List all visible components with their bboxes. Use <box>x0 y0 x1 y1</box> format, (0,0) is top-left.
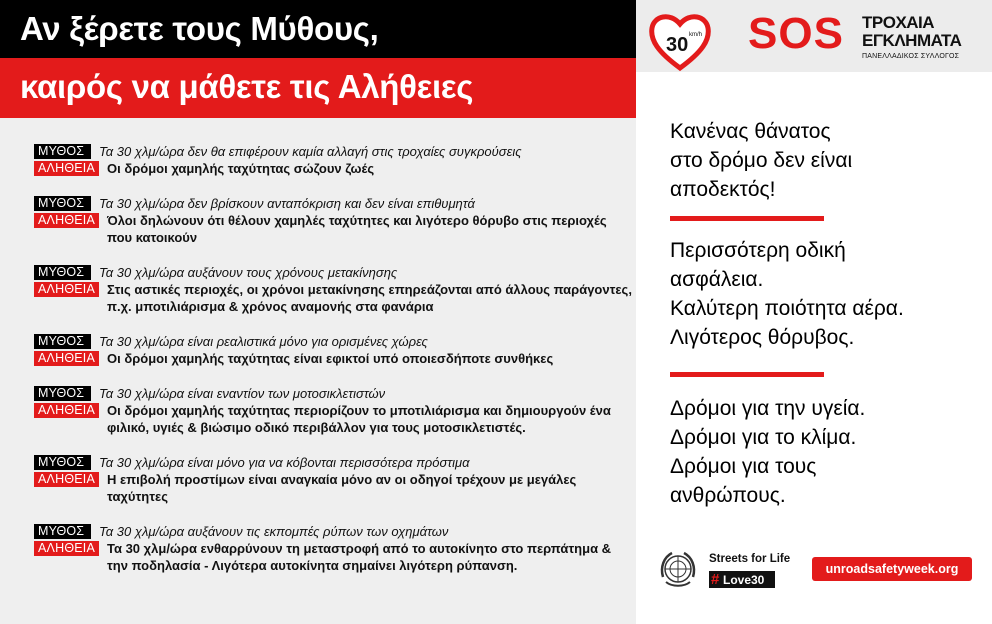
myth-truth-entry <box>34 333 634 367</box>
myth-label: ΜΥΘΟΣ <box>34 386 91 401</box>
org-name-line-1: ΤΡΟΧΑΙΑ <box>862 13 935 32</box>
myth-truth-entry <box>34 454 634 505</box>
myth-label: ΜΥΘΟΣ <box>34 144 91 159</box>
truth-row <box>34 540 634 574</box>
myth-label: ΜΥΘΟΣ <box>34 265 91 280</box>
truth-text: Στις αστικές περιοχές, οι χρόνοι μετακίνησης επηρεάζονται από άλλους παράγοντες, π.χ. μποτιλιάρισμα & χρόνος αναμονής στα φανάρια <box>107 282 632 314</box>
myth-truth-entry <box>34 143 634 177</box>
myth-row <box>34 143 634 160</box>
myth-truth-entry <box>34 264 634 315</box>
speed-limit-unit: km/h <box>689 32 703 38</box>
myth-row <box>34 264 634 281</box>
truth-label: ΑΛΗΘΕΙΑ <box>34 351 99 366</box>
hashtag-symbol: # <box>711 571 720 588</box>
website-link[interactable]: unroadsafetyweek.org <box>812 557 972 581</box>
truth-row <box>34 212 634 246</box>
truth-row <box>34 281 634 315</box>
truth-label: ΑΛΗΘΕΙΑ <box>34 213 99 228</box>
myth-text: Τα 30 χλμ/ώρα δεν θα επιφέρουν καμία αλλαγή στις τροχαίες συγκρούσεις <box>99 144 522 159</box>
truth-text: Οι δρόμοι χαμηλής ταχύτητας είναι εφικτοί υπό οποιεσδήποτε συνθήκες <box>107 351 554 366</box>
truth-row <box>34 160 634 177</box>
message-line: Δρόμοι για τους <box>670 455 817 478</box>
truth-label: ΑΛΗΘΕΙΑ <box>34 161 99 176</box>
message-line: ασφάλεια. <box>670 268 764 291</box>
myth-row <box>34 385 634 402</box>
red-divider <box>670 372 824 377</box>
sos-logo-word: SOS <box>748 9 844 58</box>
message-line: Λιγότερος θόρυβος. <box>670 326 855 349</box>
truth-text: Τα 30 χλμ/ώρα ενθαρρύνουν τη μεταστροφή από το αυτοκίνητο στο περπάτημα & την ποδηλασία - Λιγότερα αυτοκίνητα σημαίνει λιγότερη ρύπανση. <box>107 541 612 573</box>
myth-row <box>34 333 634 350</box>
org-name-line-2: ΕΓΚΛΗΜΑΤΑ <box>862 31 962 50</box>
org-name-line-3: ΠΑΝΕΛΛΑΔΙΚΟΣ ΣΥΛΛΟΓΟΣ <box>862 53 960 60</box>
myth-truth-entry <box>34 385 634 436</box>
myth-text: Τα 30 χλμ/ώρα δεν βρίσκουν ανταπόκριση και δεν είναι επιθυμητά <box>99 196 475 211</box>
header-line-1: Αν ξέρετε τους Μύθους, <box>0 0 636 58</box>
myth-truth-list <box>34 143 634 592</box>
myth-label: ΜΥΘΟΣ <box>34 334 91 349</box>
truth-row <box>34 402 634 436</box>
speed-limit-number: 30 <box>666 34 689 56</box>
message-block-2 <box>670 236 980 352</box>
un-emblem-icon <box>658 549 698 589</box>
campaign-name: Streets for Life <box>709 553 791 565</box>
truth-text: Οι δρόμοι χαμηλής ταχύτητας περιορίζουν το μποτιλιάρισμα και δημιουργούν ένα φιλικό, υγιές & βιώσιμο οδικό περιβάλλον για τους μοτοσικλετιστές. <box>107 403 611 435</box>
myth-truth-entry <box>34 195 634 246</box>
message-line: Καλύτερη ποιότητα αέρα. <box>670 297 904 320</box>
myth-label: ΜΥΘΟΣ <box>34 524 91 539</box>
message-line: Περισσότερη οδική <box>670 239 846 262</box>
message-line: ανθρώπους. <box>670 484 786 507</box>
myth-text: Τα 30 χλμ/ώρα είναι ρεαλιστικά μόνο για ορισμένες χώρες <box>99 334 428 349</box>
message-line: Δρόμοι για την υγεία. <box>670 397 866 420</box>
truth-row <box>34 471 634 505</box>
truth-label: ΑΛΗΘΕΙΑ <box>34 472 99 487</box>
truth-text: Η επιβολή προστίμων είναι αναγκαία μόνο αν οι οδηγοί τρέχουν με μεγάλες ταχύτητες <box>107 472 577 504</box>
myth-text: Τα 30 χλμ/ώρα αυξάνουν τις εκπομπές ρύπων των οχημάτων <box>99 524 449 539</box>
truth-label: ΑΛΗΘΕΙΑ <box>34 282 99 297</box>
myth-row <box>34 195 634 212</box>
message-block-3 <box>670 394 980 510</box>
message-line: στο δρόμο δεν είναι <box>670 149 853 172</box>
message-block-1 <box>670 117 980 204</box>
header-line-2: καιρός να μάθετε τις Αλήθειες <box>0 58 636 118</box>
hashtag-text: Love30 <box>723 573 765 587</box>
red-divider <box>670 216 824 221</box>
message-line: αποδεκτός! <box>670 178 776 201</box>
myth-label: ΜΥΘΟΣ <box>34 455 91 470</box>
myth-row <box>34 523 634 540</box>
truth-row <box>34 350 634 367</box>
myth-text: Τα 30 χλμ/ώρα είναι μόνο για να κόβονται περισσότερα πρόστιμα <box>99 455 470 470</box>
myth-truth-entry <box>34 523 634 574</box>
truth-text: Οι δρόμοι χαμηλής ταχύτητας σώζουν ζωές <box>107 161 375 176</box>
truth-label: ΑΛΗΘΕΙΑ <box>34 403 99 418</box>
myth-text: Τα 30 χλμ/ώρα αυξάνουν τους χρόνους μετακίνησης <box>99 265 398 280</box>
message-line: Δρόμοι για το κλίμα. <box>670 426 857 449</box>
truth-label: ΑΛΗΘΕΙΑ <box>34 541 99 556</box>
message-line: Κανένας θάνατος <box>670 120 831 143</box>
truth-text: Όλοι δηλώνουν ότι θέλουν χαμηλές ταχύτητες και λιγότερο θόρυβο στις περιοχές που κατοικούν <box>107 213 607 245</box>
myth-label: ΜΥΘΟΣ <box>34 196 91 211</box>
myth-text: Τα 30 χλμ/ώρα είναι εναντίον των μοτοσικλετιστών <box>99 386 386 401</box>
myth-row <box>34 454 634 471</box>
